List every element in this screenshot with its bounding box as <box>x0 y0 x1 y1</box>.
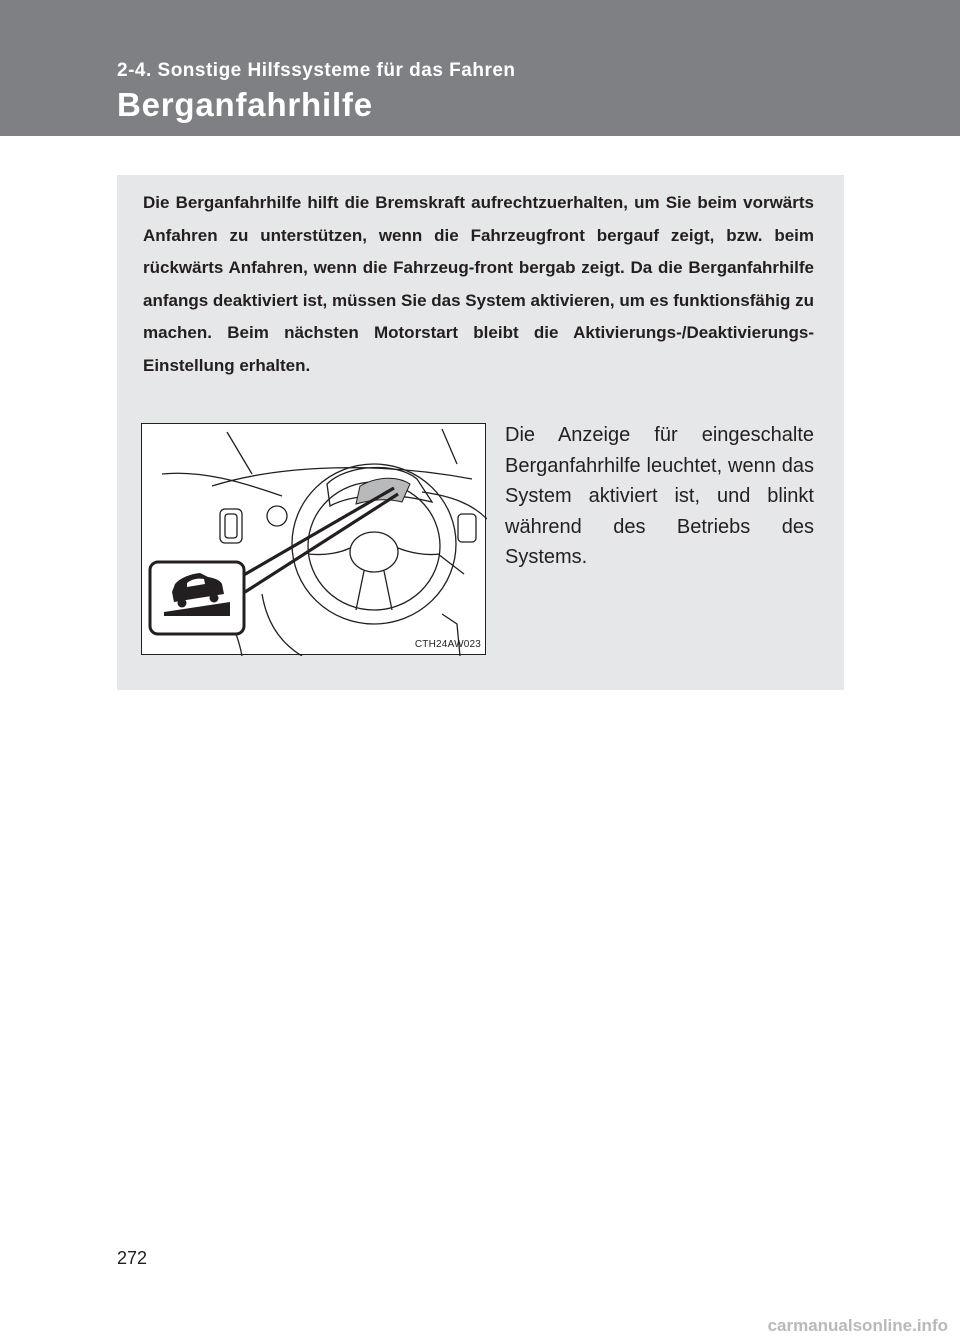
spoke-bottom-right <box>384 571 392 610</box>
pointer-line-lower <box>245 494 398 592</box>
steering-wheel-hub <box>350 532 398 572</box>
dash-edge-left <box>162 473 282 496</box>
dashboard-illustration <box>142 424 487 656</box>
console-line-left <box>262 594 302 656</box>
pillar-line-left <box>227 432 252 474</box>
intro-text: Die Berganfahrhilfe hilft die Bremskraft aufrechtzuerhalten, um Sie beim vorwärts Anfahren zu unterstützen, wenn die Fahrzeugfront bergauf zeigt, bzw. beim rückwärts Anfahren, wenn die Fahrzeug-front bergab zeigt. Da die Berganfahrhilfe anfangs deaktiviert ist, müssen Sie das System aktivieren, um es funktionsfähig zu machen. Beim nächsten Motorstart bleibt die Aktivierungs-/Deaktivierungs-Einstellung erhalten. <box>143 193 814 375</box>
page-number: 272 <box>117 1248 148 1268</box>
info-box <box>117 175 844 690</box>
page-header <box>0 0 960 136</box>
page-title: Berganfahrhilfe <box>117 86 373 123</box>
watermark: carmanualsonline.info <box>767 1316 948 1335</box>
right-vent <box>458 514 476 542</box>
section-label: 2-4. Sonstige Hilfssysteme für das Fahren <box>117 60 516 81</box>
left-dial <box>267 506 287 526</box>
pillar-line-right <box>442 429 457 464</box>
spoke-bottom-left <box>356 571 364 610</box>
figure-code: CTH24AW023 <box>414 639 481 650</box>
dashboard-figure <box>141 423 486 655</box>
figure-caption: Die Anzeige für eingeschalte Berganfahrhilfe leuchtet, wenn das System aktiviert ist, und blinkt während des Betriebs des Systems. <box>505 424 814 568</box>
spoke-right <box>398 548 440 555</box>
